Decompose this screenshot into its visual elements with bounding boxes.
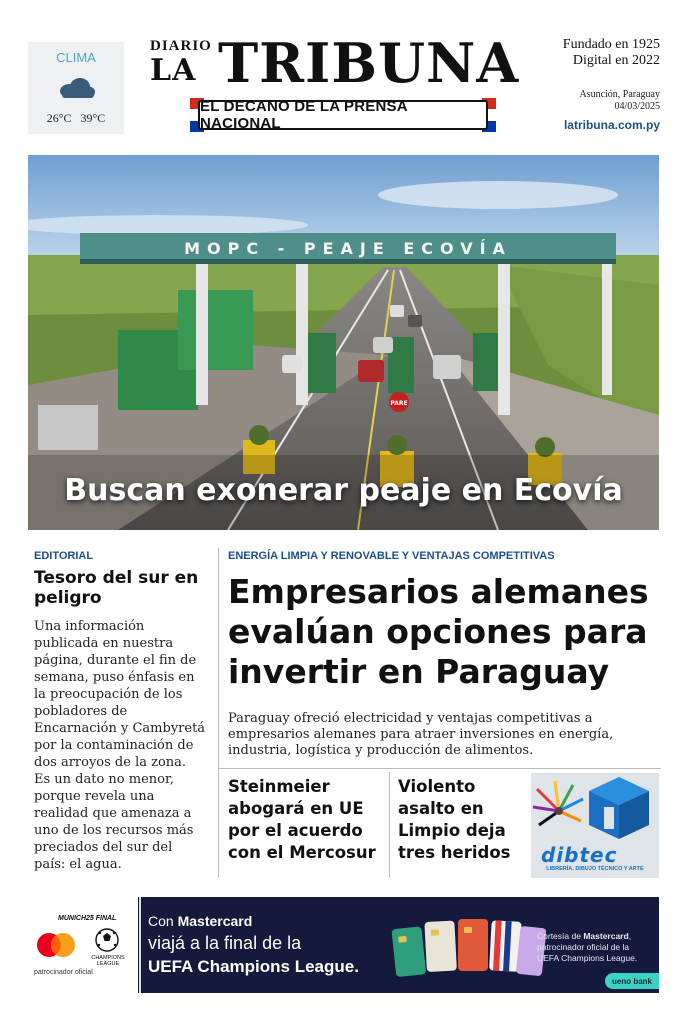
stop-sign: PARE: [390, 400, 408, 407]
banner-line-1-prefix: Con: [148, 913, 174, 929]
editorial-body: Una información publicada en nuestra página, durante el fin de semana, puso énfasis en la preocupación de los pobladores de Encarnación y Cambyretá por la contaminación de dos arroyos de la zona. Es un dato no menor, porque revela una realidad que amenaza a uno de los recursos más preciados del sur del país: el agua.: [34, 619, 206, 872]
column-divider: [218, 548, 219, 878]
courtesy-suffix: , patrocinador oficial de la UEFA Champions League.: [537, 931, 638, 963]
main-story-dek: Paraguay ofreció electricidad y ventajas competitivas a empresarios alemanes para atraer inversiones en energía, industria, logística y producción de alimentos.: [228, 711, 614, 758]
website-link[interactable]: latribuna.com.py: [563, 118, 660, 132]
courtesy-prefix: Cortesía de: [537, 931, 581, 941]
secondary-headline[interactable]: Steinmeier abogará en UE por el acuerdo con el Mercosur: [228, 777, 376, 862]
location-date: [579, 89, 660, 113]
weather-temps: 26°C 39°C: [46, 111, 106, 125]
editorial-kicker: EDITORIAL: [34, 550, 94, 562]
banner-sponsor-panel: [28, 897, 138, 993]
masthead-la: LA: [150, 53, 197, 88]
founded-year: Fundado en 1925: [562, 37, 660, 52]
courtesy-brand: Mastercard: [583, 931, 629, 941]
masthead-diario: DIARIO: [150, 38, 212, 54]
section-divider: [219, 768, 661, 769]
banner-line-1-brand: Mastercard: [177, 913, 253, 929]
champions-league-label: CHAMPIONS LEAGUE: [91, 955, 125, 967]
mastercard-banner-ad[interactable]: [28, 897, 659, 993]
main-story-kicker: ENERGÍA LIMPIA Y RENOVABLE Y VENTAJAS COMPETITIVAS: [228, 550, 555, 562]
city: Asunción, Paraguay: [579, 89, 660, 100]
official-sponsor-label: patrocinador oficial: [34, 969, 93, 976]
banner-courtesy: [537, 931, 645, 964]
dibtec-ad[interactable]: [531, 773, 659, 878]
hero-headline[interactable]: Buscan exonerar peaje en Ecovía: [64, 473, 623, 508]
masthead-slogan-bar: [190, 98, 496, 132]
dibtec-tagline: LIBRERÍA, DIBUJO TÉCNICO Y ARTE: [546, 866, 644, 872]
masthead-slogan: EL DECANO DE LA PRENSA NACIONAL: [198, 100, 488, 130]
munich-final-label: MUNICH25 FINAL: [58, 915, 117, 922]
main-story-title[interactable]: Empresarios alemanes evalúan opciones para invertir en Paraguay: [228, 572, 649, 691]
founded-info: [563, 37, 660, 69]
mastercard-logo-icon: [34, 931, 78, 959]
banner-line-3: UEFA Champions League.: [148, 957, 359, 976]
masthead-logo[interactable]: [148, 31, 538, 136]
secondary-headline[interactable]: Violento asalto en Limpio deja tres heridos: [398, 777, 511, 862]
banner-divider: [139, 897, 141, 993]
dibtec-wordmark: dibtec: [541, 843, 618, 867]
weather-widget: [28, 42, 124, 134]
banner-line-1: [148, 913, 252, 929]
digital-year: Digital en 2022: [572, 53, 660, 68]
cloud-icon: [56, 76, 96, 100]
champions-league-ball-icon: [94, 927, 120, 953]
ueno-bank-badge: ueno bank: [605, 973, 659, 989]
edition-date: 04/03/2025: [614, 101, 660, 112]
masthead-tribuna: TRIBUNA: [218, 31, 520, 95]
banner-line-2: viajá a la final de la: [148, 933, 302, 953]
credit-cards-icon: [386, 913, 546, 983]
weather-label: CLIMA: [56, 50, 96, 65]
toll-sign: MOPC - PEAJE ECOVÍA: [184, 239, 512, 258]
editorial-title[interactable]: Tesoro del sur en peligro: [34, 568, 199, 608]
column-divider: [389, 772, 390, 878]
editorial-column: [34, 550, 206, 873]
hero-photo[interactable]: [28, 155, 659, 530]
